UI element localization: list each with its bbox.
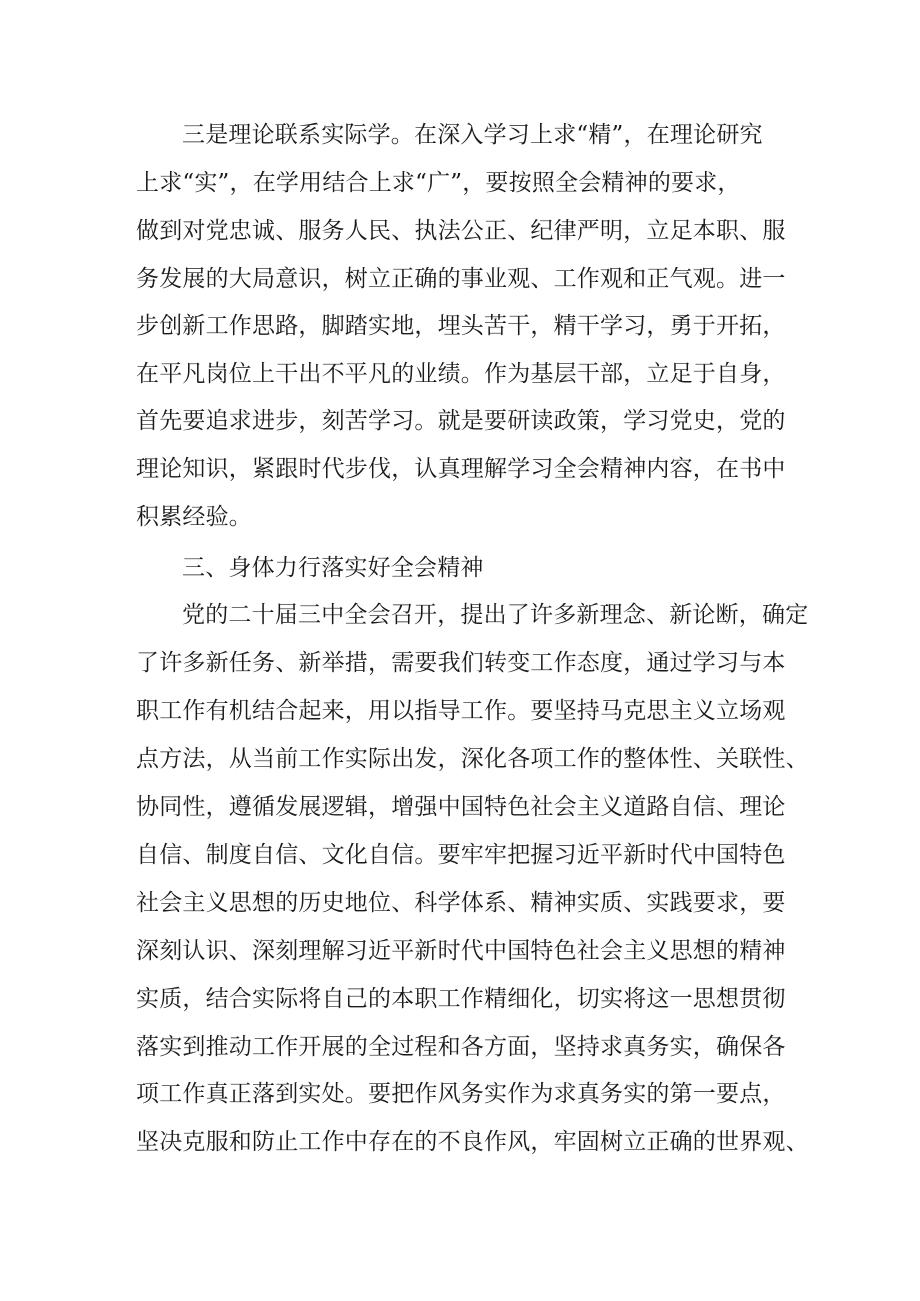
paragraph-line-3: 做到对党忠诚、服务人民、执法公正、纪律严明，立足本职、服	[136, 218, 786, 244]
paragraph-line-10: 党的二十届三中全会召开，提出了许多新理念、新论断，确定	[182, 602, 809, 628]
paragraph-line-5: 步创新工作思路，脚踏实地，埋头苦干，精干学习，勇于开拓，	[136, 313, 786, 339]
paragraph-line-14: 协同性，遵循发展逻辑，增强中国特色社会主义道路自信、理论	[136, 794, 786, 820]
paragraph-line-6: 在平凡岗位上干出不平凡的业绩。作为基层干部，立足于自身，	[136, 361, 786, 387]
paragraph-line-7: 首先要追求进步，刻苦学习。就是要研读政策，学习党史，党的	[136, 408, 786, 434]
paragraph-line-4: 务发展的大局意识，树立正确的事业观、工作观和正气观。进一	[136, 266, 786, 292]
paragraph-line-18: 实质，结合实际将自己的本职工作精细化，切实将这一思想贯彻	[136, 986, 786, 1012]
paragraph-line-9: 积累经验。	[136, 504, 252, 530]
paragraph-line-16: 社会主义思想的历史地位、科学体系、精神实质、实践要求，要	[136, 890, 786, 916]
paragraph-line-15: 自信、制度自信、文化自信。要牢牢把握习近平新时代中国特色	[136, 842, 786, 868]
paragraph-line-20: 项工作真正落到实处。要把作风务实作为求真务实的第一要点，	[136, 1081, 786, 1107]
paragraph-line-12: 职工作有机结合起来，用以指导工作。要坚持马克思主义立场观	[136, 698, 786, 724]
paragraph-line-2: 上求“实”，在学用结合上求“广”，要按照全会精神的要求，	[136, 170, 741, 196]
paragraph-line-8: 理论知识，紧跟时代步伐，认真理解学习全会精神内容，在书中	[136, 456, 786, 482]
paragraph-line-21: 坚决克服和防止工作中存在的不良作风，牢固树立正确的世界观、	[136, 1129, 809, 1155]
paragraph-line-11: 了许多新任务、新举措，需要我们转变工作态度，通过学习与本	[136, 650, 786, 676]
section-heading: 三、身体力行落实好全会精神	[182, 555, 484, 581]
paragraph-line-13: 点方法，从当前工作实际出发，深化各项工作的整体性、关联性、	[136, 746, 809, 772]
paragraph-line-1: 三是理论联系实际学。在深入学习上求“精”，在理论研究	[182, 122, 763, 148]
paragraph-line-19: 落实到推动工作开展的全过程和各方面，坚持求真务实，确保各	[136, 1034, 786, 1060]
paragraph-line-17: 深刻认识、深刻理解习近平新时代中国特色社会主义思想的精神	[136, 938, 786, 964]
